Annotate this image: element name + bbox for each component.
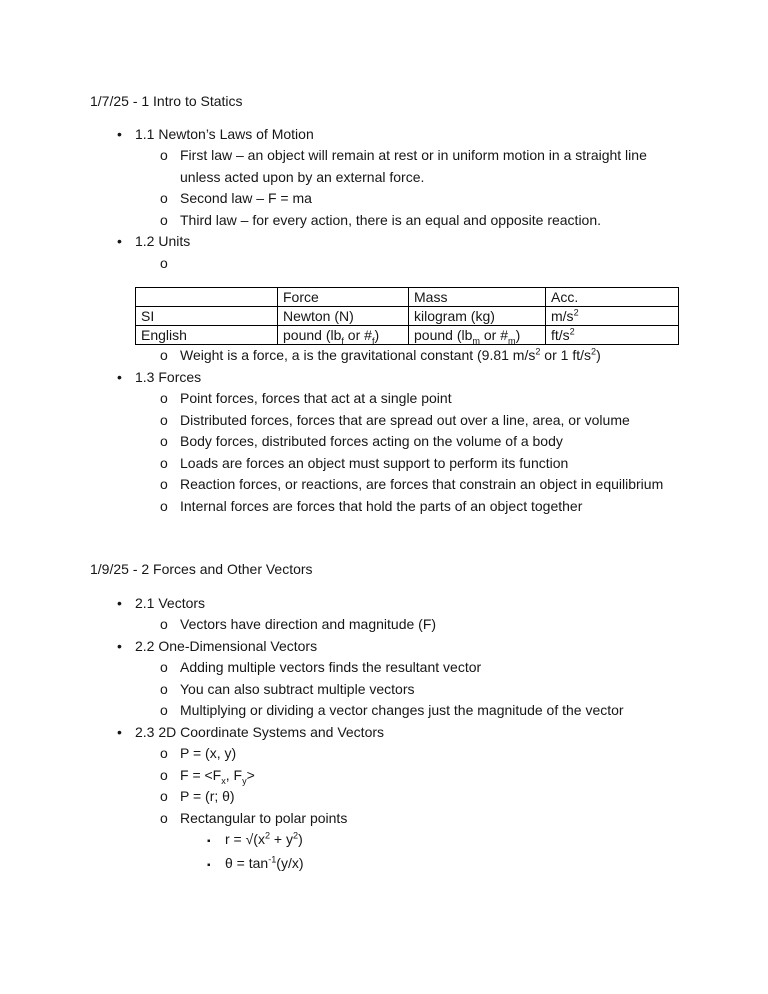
table-header-cell: Acc. [546,288,679,307]
list-item-text: Body forces, distributed forces acting on the volume of a body [180,433,563,449]
circle-bullet-icon: o [160,347,168,363]
section-heading: 1/9/25 - 2 Forces and Other Vectors [90,561,313,577]
list-item-text: Internal forces are forces that hold the parts of an object together [180,497,583,514]
list-item-label: 1.1 Newton’s Laws of Motion [135,125,314,142]
table-cell: pound ($lb_m$ or $\#_m$) [409,326,546,345]
bullet-list [90,593,678,877]
list-item [90,474,678,496]
table-header-cell [136,288,278,307]
table-cell: English [136,326,278,345]
circle-bullet-icon: o [160,433,168,449]
sub-bullet-list [90,743,678,876]
list-item-label: 2.3 2D Coordinate Systems and Vectors [135,723,385,740]
bullet-list [90,124,678,518]
circle-bullet-icon: o [160,809,168,826]
units-table [135,287,679,345]
list-item-text: Adding multiple vectors finds the resultant vector [180,659,482,675]
circle-bullet-icon: o [160,390,168,406]
table-cell: SI [136,307,278,326]
circle-bullet-icon: o [160,211,168,228]
list-item [90,636,678,722]
sub-bullet-list [90,657,678,722]
square-bullet-icon: ▪ [207,859,211,871]
list-item [90,679,678,701]
list-item [90,743,678,765]
circle-bullet-icon: o [160,497,168,514]
list-item-text: Point forces, forces that act at a single point [180,390,452,406]
list-item [90,210,678,232]
list-item-label: 1.3 Forces [135,368,202,385]
disc-bullet-icon: • [117,368,122,385]
circle-bullet-icon: o [160,745,168,761]
list-item-text: Multiplying or dividing a vector changes just the magnitude of the vector [180,702,624,718]
sub-sub-bullet-list [90,829,678,876]
table-header-cell: Mass [409,288,546,307]
list-item-text: You can also subtract multiple vectors [180,680,415,697]
list-item [90,657,678,679]
list-item-text: First law – an object will remain at rest or in uniform motion in a straight line unless acted upon by an external force. [180,147,647,185]
list-item-text: Rectangular to polar points [180,809,348,826]
list-item-text: Vectors have direction and magnitude (F) [180,616,437,632]
circle-bullet-icon: o [160,616,168,632]
formula-text: $\theta = \tan^{-1}(y/x)$ [225,853,304,871]
disc-bullet-icon: • [117,723,122,740]
circle-bullet-icon: o [160,788,168,804]
sub-bullet-list [90,253,678,275]
list-item-label: 1.2 Units [135,233,191,249]
list-item-label: 2.1 Vectors [135,594,206,611]
table-header-cell: Force [278,288,409,307]
circle-bullet-icon: o [160,454,168,471]
circle-bullet-icon: o [160,476,168,492]
list-item [90,593,678,636]
list-item [90,188,678,210]
list-item [90,453,678,475]
sub-bullet-list [90,145,678,231]
circle-bullet-icon: o [160,411,168,428]
circle-bullet-icon: o [160,702,168,718]
sub-bullet-list [90,614,678,636]
list-item [90,345,678,367]
disc-bullet-icon: • [117,594,122,611]
list-item [90,808,678,877]
sub-bullet-list [90,388,678,517]
table-row [136,326,679,345]
list-item [90,367,678,518]
list-item-text: Weight is a force, a is the gravitational constant (9.81 $m/s^2$ or 1 $ft/s^2$) [180,346,601,363]
circle-bullet-icon: o [160,254,168,271]
list-item [90,231,678,367]
list-item-text: Reaction forces, or reactions, are forces that constrain an object in equilibrium [180,476,664,492]
list-item [90,145,678,188]
circle-bullet-icon: o [160,659,168,675]
circle-bullet-icon: o [160,190,168,206]
circle-bullet-icon: o [160,766,168,783]
table-row [136,307,679,326]
disc-bullet-icon: • [117,637,122,654]
list-item [90,700,678,722]
sub-bullet-list [90,345,678,367]
list-item-label: 2.2 One-Dimensional Vectors [135,637,318,654]
table-cell: $ft/s^2$ [546,326,679,345]
list-item [90,431,678,453]
list-item [90,124,678,232]
list-item [90,388,678,410]
circle-bullet-icon: o [160,680,168,697]
section-heading: 1/7/25 - 1 Intro to Statics [90,93,243,109]
disc-bullet-icon: • [117,125,122,142]
table-cell: kilogram (kg) [409,307,546,326]
list-item-text: Third law – for every action, there is an equal and opposite reaction. [180,211,602,228]
disc-bullet-icon: • [117,233,122,249]
table-header-row [136,288,679,307]
list-item [90,496,678,518]
list-item-text: P = (x, y) [180,745,237,761]
list-item-text: Second law – F = ma [180,190,312,206]
list-item [90,829,678,853]
list-item-text: Distributed forces, forces that are spread out over a line, area, or volume [180,411,630,428]
list-item [90,410,678,432]
list-item [90,786,678,808]
circle-bullet-icon: o [160,147,168,163]
list-item [90,722,678,877]
list-item [90,765,678,787]
table-cell: $m/s^2$ [546,307,679,326]
list-item-text: Loads are forces an object must support to perform its function [180,454,569,471]
table-cell: pound ($lb_f$ or $\#_f$) [278,326,409,345]
list-item-text: P = (r; θ) [180,788,235,804]
list-item-text: $F = <F_x$, $F_y>$ [180,766,255,786]
list-item [90,253,678,275]
list-item [90,614,678,636]
square-bullet-icon: ▪ [207,836,211,847]
list-item [90,853,678,877]
table-cell: Newton (N) [278,307,409,326]
formula-text: $r = √(x^2 + y^2)$ [225,830,303,847]
